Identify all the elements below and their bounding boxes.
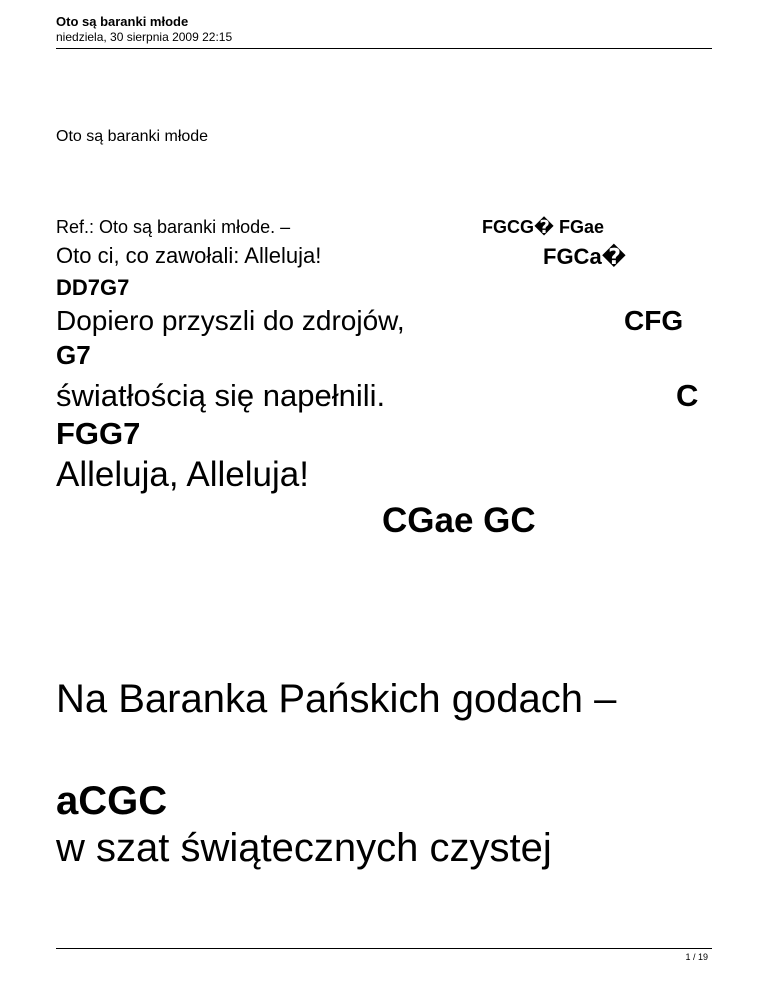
chord-line-2: FGCa� [543,244,627,269]
lyric-line-2: Oto ci, co zawołali: Alleluja! [56,243,322,268]
chord-line-8: CGae GC [382,501,536,540]
lyric-line-6: Na Baranka Pańskich godach – [56,677,617,721]
chord-line-3: DD7G7 [56,275,130,300]
page-number: 1 / 19 [685,952,708,962]
header-divider [56,48,712,49]
chord-line-5: G7 [56,340,91,370]
footer-divider [56,948,712,949]
lyric-line-4: światłością się napełnili. [56,378,386,413]
intro-text: Oto są baranki młode [56,128,209,145]
document-title: Oto są baranki młode [56,14,189,29]
document-date: niedziela, 30 sierpnia 2009 22:15 [56,30,233,44]
chord-line-7: FGG7 [56,416,141,451]
chord-line-6: C [676,378,699,413]
lyric-line-5: Alleluja, Alleluja! [56,455,309,494]
chord-line-9: aCGC [56,779,168,823]
lyric-line-3: Dopiero przyszli do zdrojów, [56,305,405,336]
lyric-line-7: w szat świątecznych czystej [56,826,552,870]
chord-line-1: FGCG� FGae [482,217,605,237]
refrain-line: Ref.: Oto są baranki młode. – [56,217,291,237]
chord-line-4: CFG [624,305,684,336]
